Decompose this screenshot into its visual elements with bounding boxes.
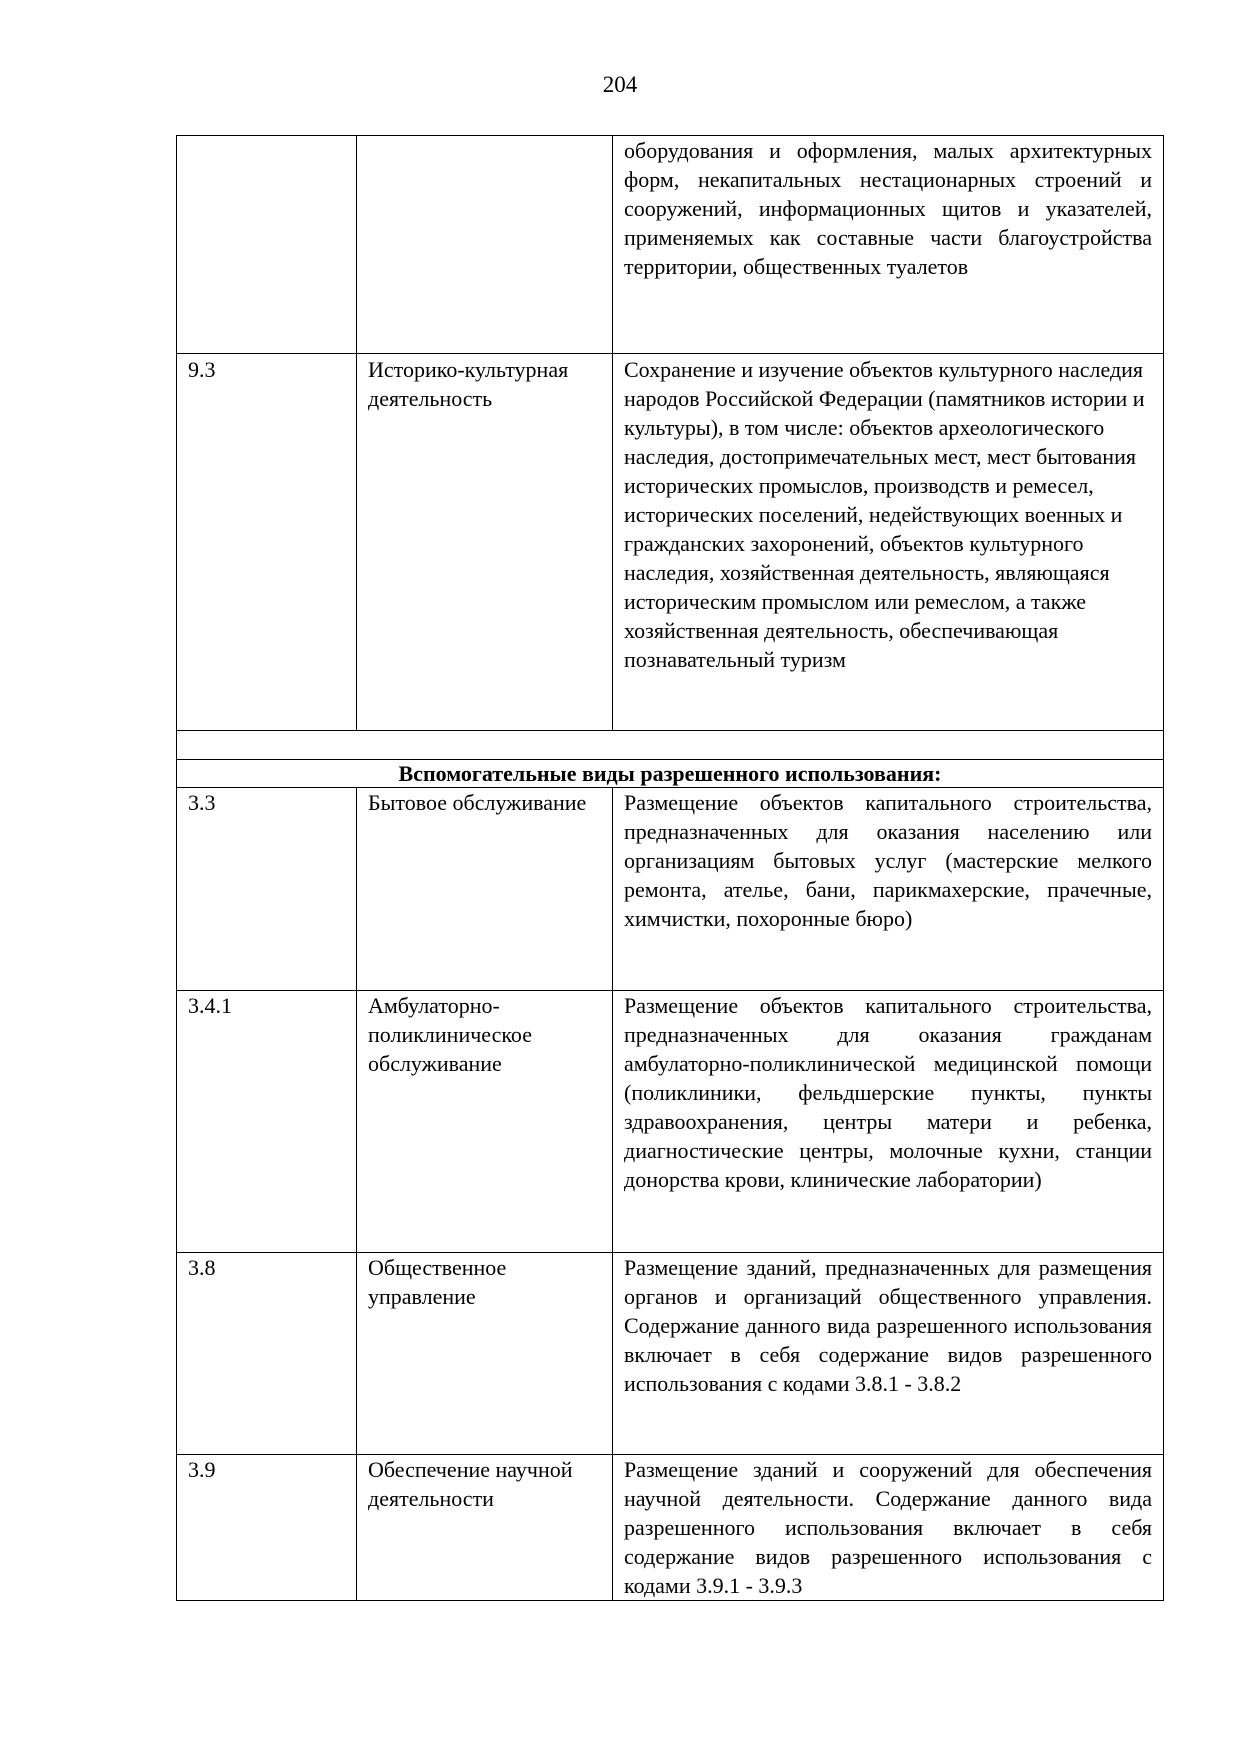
code-cell xyxy=(177,136,357,354)
table-row xyxy=(177,136,1164,354)
description-cell: Размещение зданий, предназначенных для размещения органов и организаций общественного управления. Содержание данного вида разрешенного использования включает в себя содержание видов разрешенного использования с кодами 3.8.1 - 3.8.2 xyxy=(613,1253,1164,1455)
name-cell: Историко-культурная деятельность xyxy=(357,354,613,731)
table-row xyxy=(177,1253,1164,1455)
empty-cell xyxy=(177,731,1164,760)
name-cell xyxy=(357,136,613,354)
page-number: 204 xyxy=(602,72,638,97)
code-cell: 3.8 xyxy=(177,1253,357,1455)
code-cell: 3.9 xyxy=(177,1455,357,1601)
table-row xyxy=(177,1455,1164,1601)
table-row xyxy=(177,354,1164,731)
section-header: Вспомогательные виды разрешенного использования: xyxy=(177,760,1164,788)
description-cell: Размещение зданий и сооружений для обеспечения научной деятельности. Содержание данного вида разрешенного использования включает в себя содержание видов разрешенного использования с кодами 3.9.1 - 3.9.3 xyxy=(613,1455,1164,1601)
description-cell: Сохранение и изучение объектов культурного наследия народов Российской Федерации (памятников истории и культуры), в том числе: объектов археологического наследия, достопримечательных мест, мест бытования исторических промыслов, производств и ремесел, исторических поселений, недействующих военных и гражданских захоронений, объектов культурного наследия, хозяйственная деятельность, являющаяся историческим промыслом или ремеслом, а также хозяйственная деятельность, обеспечивающая познавательный туризм xyxy=(613,354,1164,731)
name-cell: Бытовое обслуживание xyxy=(357,788,613,991)
name-cell: Амбулаторно-поликлиническое обслуживание xyxy=(357,991,613,1253)
name-cell: Общественное управление xyxy=(357,1253,613,1455)
land-use-table xyxy=(176,135,1164,1601)
section-header-row xyxy=(177,760,1164,788)
table-row xyxy=(177,788,1164,991)
table-row xyxy=(177,991,1164,1253)
code-cell: 3.3 xyxy=(177,788,357,991)
description-cell: Размещение объектов капитального строительства, предназначенных для оказания гражданам амбулаторно-поликлинической медицинской помощи (поликлиники, фельдшерские пункты, пункты здравоохранения, центры матери и ребенка, диагностические центры, молочные кухни, станции донорства крови, клинические лаборатории) xyxy=(613,991,1164,1253)
code-cell: 3.4.1 xyxy=(177,991,357,1253)
code-cell: 9.3 xyxy=(177,354,357,731)
name-cell: Обеспечение научной деятельности xyxy=(357,1455,613,1601)
empty-row xyxy=(177,731,1164,760)
description-cell: Размещение объектов капитального строительства, предназначенных для оказания населению или организациям бытовых услуг (мастерские мелкого ремонта, ателье, бани, парикмахерские, прачечные, химчистки, похоронные бюро) xyxy=(613,788,1164,991)
description-cell: оборудования и оформления, малых архитектурных форм, некапитальных нестационарных строений и сооружений, информационных щитов и указателей, применяемых как составные части благоустройства территории, общественных туалетов xyxy=(613,136,1164,354)
